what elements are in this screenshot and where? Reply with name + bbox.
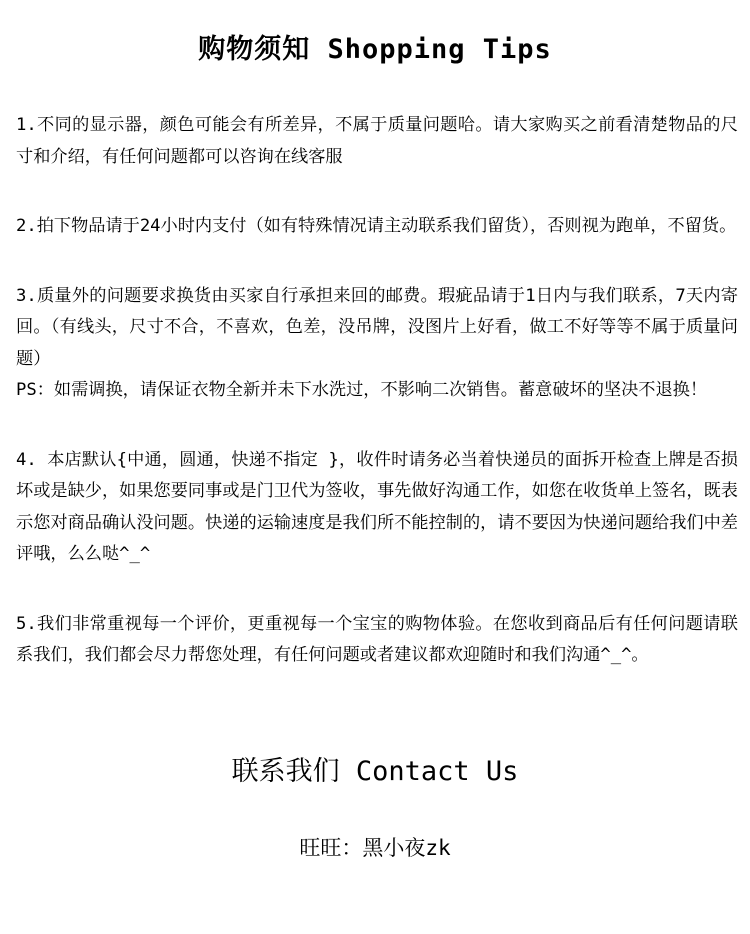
tip-text: 4. 本店默认{中通，圆通，快递不指定 }，收件时请务必当着快递员的面拆开检查上牌是否损坏或是缺少，如果您要同事或是门卫代为签收，事先做好沟通工作，如您在收货单上签名，既表示您对商品确认没问题。快递的运输速度是我们所不能控制的，请不要因为快递问题给我们中差评哦，么么哒^_^ [16,449,738,564]
tips-list [16,110,738,710]
tip-text: 3.质量外的问题要求换货由买家自行承担来回的邮费。瑕疵品请于1日内与我们联系，7天内寄回。（有线头，尺寸不合，不喜欢，色差，没吊牌，没图片上好看，做工不好等等不属于质量问题） [16,285,738,369]
page-title: 购物须知 Shopping Tips [198,34,552,65]
contact-title: 联系我们 Contact Us [231,756,519,787]
tip-text: 5.我们非常重视每一个评价，更重视每一个宝宝的购物体验。在您收到商品后有任何问题请联系我们，我们都会尽力帮您处理，有任何问题或者建议都欢迎随时和我们沟通^_^。 [16,613,738,665]
contact-wangwang: 旺旺：黑小夜zk [299,836,451,860]
tip-item-1 [16,110,738,173]
tip-item-3 [16,281,738,407]
tip-item-4 [16,445,738,571]
tip-ps-note: PS：如需调换，请保证衣物全新并未下水洗过，不影响二次销售。蓄意破坏的坚决不退换！ [16,380,708,400]
tip-text: 2.拍下物品请于24小时内支付（如有特殊情况请主动联系我们留货），否则视为跑单，不留货。 [16,216,737,236]
tip-item-5 [16,609,738,672]
tip-item-2 [16,211,738,243]
tip-text: 1.不同的显示器，颜色可能会有所差异，不属于质量问题哈。请大家购买之前看清楚物品的尺寸和介绍，有任何问题都可以咨询在线客服 [16,115,738,167]
